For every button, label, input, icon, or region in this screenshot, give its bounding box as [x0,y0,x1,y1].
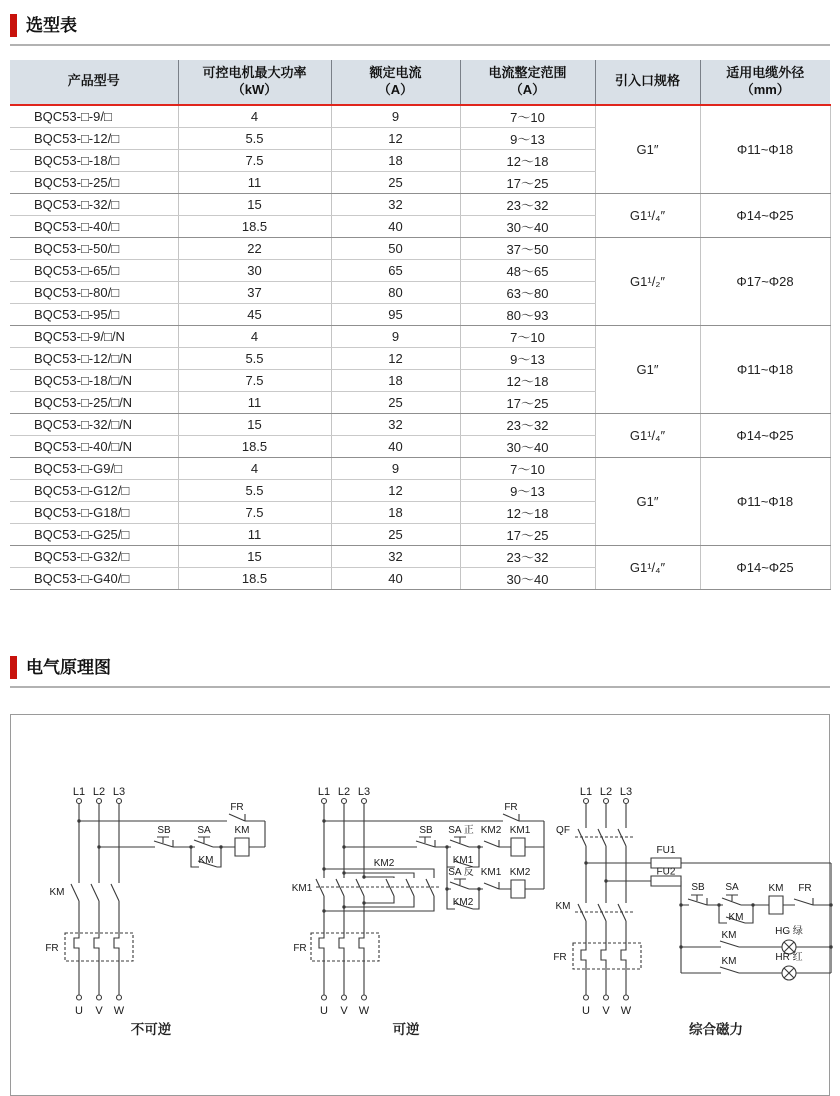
current-cell: 18 [331,501,460,523]
inlet-cell: G1¹/₂″ [595,237,700,325]
inlet-cell: G1¹/₄″ [595,545,700,589]
model-cell: BQC53-□-95/□ [10,303,178,325]
rung-red-lamp [681,967,831,973]
power-cell: 30 [178,259,331,281]
current-cell: 12 [331,479,460,501]
power-cell: 11 [178,171,331,193]
range-cell: 17～25 [460,171,595,193]
model-cell: BQC53-□-32/□ [10,193,178,215]
inlet-cell: G1″ [595,457,700,545]
power-cell: 15 [178,193,331,215]
current-cell: 65 [331,259,460,281]
km1-coil [511,838,525,856]
range-cell: 7～10 [460,105,595,128]
label-km2-coil: KM2 [509,866,531,878]
label-l2: L2 [92,785,106,798]
section-title-schematic: 电气原理图 [26,657,111,677]
range-cell: 12～18 [460,369,595,391]
cable-cell: Φ11~Φ18 [700,457,830,545]
label-km-hold: KM [198,854,214,866]
label-fr-ctrl: FR [230,801,244,813]
table-row [10,457,830,479]
label-km2-hold: KM2 [452,896,474,908]
label-l3: L3 [112,785,126,798]
range-cell: 17～25 [460,523,595,545]
model-cell: BQC53-□-G32/□ [10,545,178,567]
selection-table [10,60,831,590]
section-accent-bar [10,14,17,37]
fuse-fu2 [651,876,681,886]
phase-lines [578,803,626,995]
model-cell: BQC53-□-G18/□ [10,501,178,523]
range-cell: 30～40 [460,567,595,589]
inlet-cell: G1″ [595,105,700,194]
table-row [10,325,830,347]
label-fu1: FU1 [656,844,676,856]
range-cell: 63～80 [460,281,595,303]
model-cell: BQC53-□-18/□/N [10,369,178,391]
km-coil [769,896,783,914]
schematic-panel [10,714,830,1096]
power-cell: 18.5 [178,435,331,457]
current-cell: 40 [331,215,460,237]
label-km-red: KM [721,955,737,967]
model-cell: BQC53-□-32/□/N [10,413,178,435]
current-cell: 12 [331,347,460,369]
range-cell: 80～93 [460,303,595,325]
label-km-main: KM [555,900,571,912]
current-cell: 25 [331,523,460,545]
range-cell: 17～25 [460,391,595,413]
cable-cell: Φ11~Φ18 [700,325,830,413]
current-cell: 95 [331,303,460,325]
rung-green-lamp [681,941,831,947]
label-km2-nc: KM2 [480,824,502,836]
rung-main [681,895,831,905]
caption-combined-magnetic: 综合磁力 [689,1021,743,1037]
power-cell: 5.5 [178,479,331,501]
current-cell: 40 [331,435,460,457]
section-accent-bar [10,656,17,679]
label-fr-main: FR [293,942,307,954]
label-v: V [95,1004,103,1017]
label-w: W [620,1004,632,1017]
range-cell: 7～10 [460,325,595,347]
circuit-combined-magnetic [551,783,840,1023]
label-hg: HG 绿 [775,925,803,937]
power-cell: 5.5 [178,127,331,149]
label-w: W [113,1004,125,1017]
model-cell: BQC53-□-G40/□ [10,567,178,589]
column-header-power: 可控电机最大功率 （kW） [178,60,331,105]
km2-branch [324,869,434,911]
power-cell: 15 [178,413,331,435]
label-sa-rev: SA 反 [448,866,474,878]
column-header-cable: 适用电缆外径 （mm） [700,60,830,105]
label-km-green: KM [721,929,737,941]
column-header-model: 产品型号 [10,60,178,105]
cable-cell: Φ17~Φ28 [700,237,830,325]
model-cell: BQC53-□-80/□ [10,281,178,303]
range-cell: 30～40 [460,215,595,237]
model-cell: BQC53-□-G9/□ [10,457,178,479]
current-cell: 9 [331,457,460,479]
label-l3: L3 [357,785,371,798]
thermal-relay-box [573,943,641,969]
power-cell: 7.5 [178,149,331,171]
column-header-current: 额定电流 （A） [331,60,460,105]
label-w: W [358,1004,370,1017]
range-cell: 9～13 [460,479,595,501]
section-title-selection: 选型表 [26,16,77,35]
label-km-main: KM [49,886,65,898]
header-row [10,60,830,105]
label-sb: SB [157,824,171,836]
current-cell: 32 [331,413,460,435]
column-header-range: 电流整定范围 （A） [460,60,595,105]
caption-reversible: 可逆 [392,1021,420,1037]
label-fr-ctrl: FR [504,801,518,813]
label-l3: L3 [619,785,633,798]
cable-cell: Φ14~Φ25 [700,545,830,589]
power-cell: 37 [178,281,331,303]
label-km2-main: KM2 [373,857,395,869]
label-v: V [602,1004,610,1017]
cable-cell: Φ14~Φ25 [700,413,830,457]
current-cell: 18 [331,369,460,391]
section-header-selection [10,0,830,46]
power-cell: 15 [178,545,331,567]
power-cell: 22 [178,237,331,259]
current-cell: 9 [331,325,460,347]
power-cell: 4 [178,105,331,128]
table-row [10,105,830,128]
range-cell: 23～32 [460,413,595,435]
label-l1: L1 [72,785,86,798]
current-cell: 32 [331,545,460,567]
model-cell: BQC53-□-25/□/N [10,391,178,413]
km2-coil [511,880,525,898]
table-row [10,193,830,215]
model-cell: BQC53-□-40/□/N [10,435,178,457]
current-cell: 9 [331,105,460,128]
range-cell: 23～32 [460,193,595,215]
label-v: V [340,1004,348,1017]
model-cell: BQC53-□-12/□/N [10,347,178,369]
range-cell: 9～13 [460,347,595,369]
label-l2: L2 [337,785,351,798]
model-cell: BQC53-□-65/□ [10,259,178,281]
range-cell: 23～32 [460,545,595,567]
model-cell: BQC53-□-12/□ [10,127,178,149]
cable-cell: Φ14~Φ25 [700,193,830,237]
range-cell: 9～13 [460,127,595,149]
range-cell: 7～10 [460,457,595,479]
label-sb: SB [691,881,705,893]
label-km1-main: KM1 [291,882,313,894]
power-cell: 45 [178,303,331,325]
current-cell: 12 [331,127,460,149]
model-cell: BQC53-□-40/□ [10,215,178,237]
phase-lines [71,803,119,995]
current-cell: 18 [331,149,460,171]
power-cell: 4 [178,457,331,479]
inlet-cell: G1¹/₄″ [595,413,700,457]
current-cell: 25 [331,391,460,413]
current-cell: 80 [331,281,460,303]
range-cell: 12～18 [460,149,595,171]
label-fr-main: FR [553,951,567,963]
model-cell: BQC53-□-9/□ [10,105,178,128]
label-fr-main: FR [45,942,59,954]
km-coil [235,838,249,856]
label-hr: HR 红 [775,951,803,963]
power-cell: 11 [178,391,331,413]
label-u: U [582,1004,590,1017]
label-u: U [320,1004,328,1017]
model-cell: BQC53-□-9/□/N [10,325,178,347]
label-km-coil: KM [768,882,784,894]
label-km1-coil: KM1 [509,824,531,836]
label-qf: QF [556,824,570,836]
power-cell: 18.5 [178,567,331,589]
label-l1: L1 [317,785,331,798]
label-km-coil: KM [234,824,250,836]
current-cell: 40 [331,567,460,589]
label-l1: L1 [579,785,593,798]
circuit-reversible [289,783,589,1023]
range-cell: 12～18 [460,501,595,523]
label-sa: SA [197,824,211,836]
current-cell: 32 [331,193,460,215]
range-cell: 30～40 [460,435,595,457]
power-cell: 5.5 [178,347,331,369]
label-fr-ctrl: FR [798,882,812,894]
caption-non-reversible: 不可逆 [130,1021,172,1037]
power-cell: 4 [178,325,331,347]
current-cell: 50 [331,237,460,259]
range-cell: 48～65 [460,259,595,281]
label-fu2: FU2 [656,866,676,878]
power-cell: 7.5 [178,501,331,523]
table-row [10,237,830,259]
label-sa: SA [725,881,739,893]
label-sa-fwd: SA 正 [448,824,474,836]
label-u: U [75,1004,83,1017]
power-cell: 11 [178,523,331,545]
label-sb: SB [419,824,433,836]
table-row [10,545,830,567]
model-cell: BQC53-□-G12/□ [10,479,178,501]
circuit-non-reversible [39,783,299,1023]
current-cell: 25 [331,171,460,193]
label-l2: L2 [599,785,613,798]
model-cell: BQC53-□-25/□ [10,171,178,193]
label-km1-hold: KM1 [452,854,474,866]
model-cell: BQC53-□-50/□ [10,237,178,259]
thermal-relay-box [311,933,379,961]
phase-lines [316,803,364,995]
range-cell: 37～50 [460,237,595,259]
label-km-hold: KM [728,911,744,923]
inlet-cell: G1″ [595,325,700,413]
inlet-cell: G1¹/₄″ [595,193,700,237]
model-cell: BQC53-□-G25/□ [10,523,178,545]
model-cell: BQC53-□-18/□ [10,149,178,171]
section-header-schematic [10,642,830,688]
power-cell: 7.5 [178,369,331,391]
table-row [10,413,830,435]
label-km1-nc: KM1 [480,866,502,878]
column-header-inlet: 引入口规格 [595,60,700,105]
cable-cell: Φ11~Φ18 [700,105,830,194]
power-cell: 18.5 [178,215,331,237]
